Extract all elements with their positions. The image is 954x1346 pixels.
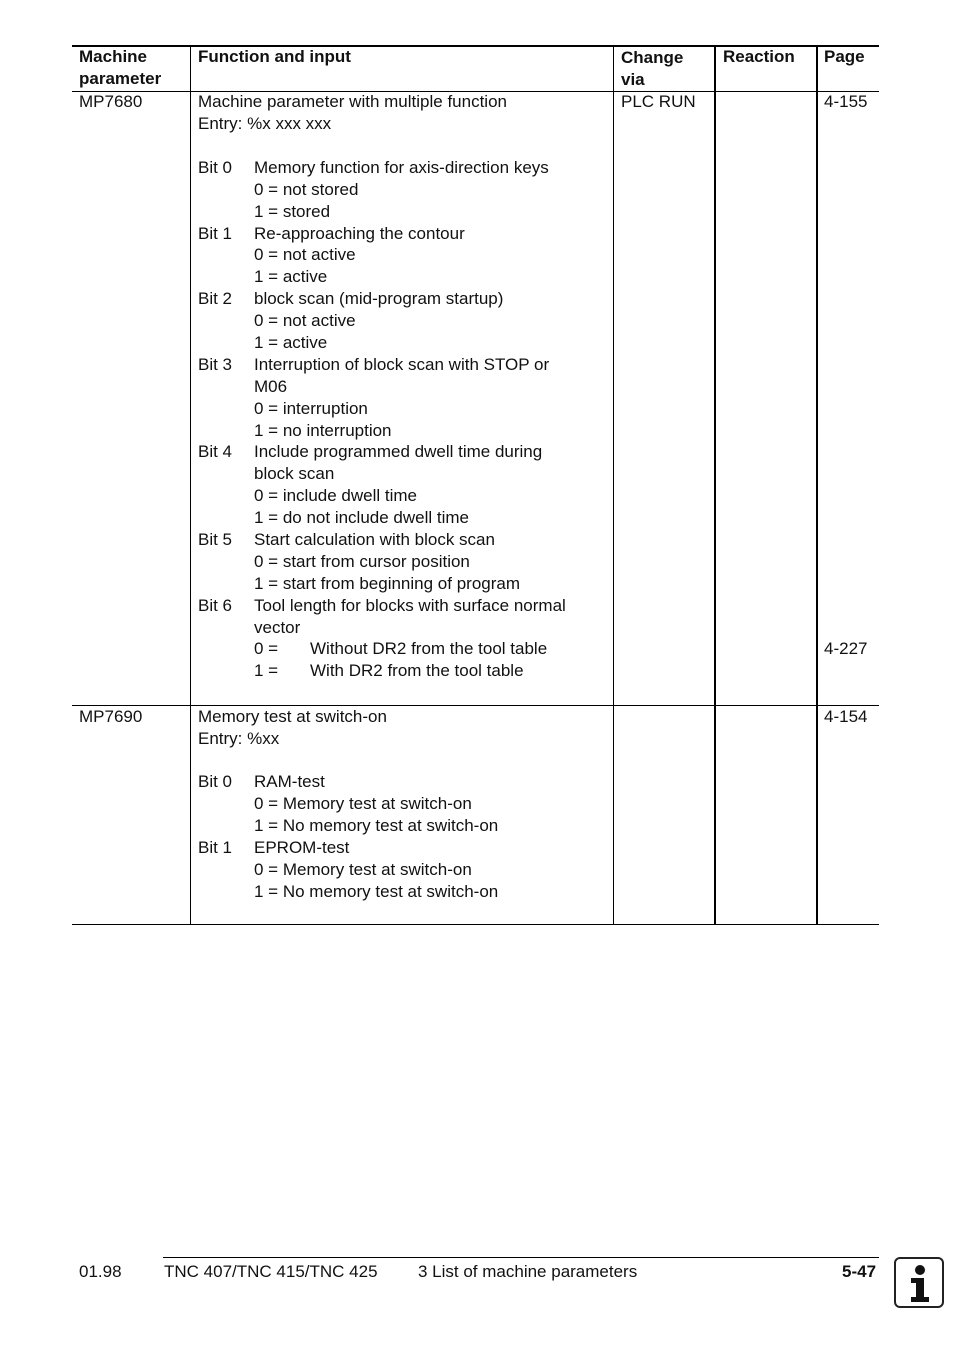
bit-option-key: 1 = (254, 661, 279, 680)
change-via-value: PLC RUN (621, 92, 696, 111)
page-ref: 4-155 (824, 92, 868, 111)
column-divider-1 (190, 45, 191, 925)
bit-description: Start calculation with block scan (254, 530, 495, 549)
param-title: Machine parameter with multiple function (198, 92, 507, 111)
bit-option: 0 = interruption (254, 399, 368, 418)
info-icon-glyph (896, 1259, 942, 1306)
table-row-rule (72, 705, 879, 706)
footer-product: TNC 407/TNC 415/TNC 425 (164, 1262, 378, 1281)
page-ref: 4-227 (824, 639, 868, 658)
footer-date: 01.98 (79, 1262, 122, 1281)
bit-option: 1 = No memory test at switch-on (254, 816, 499, 835)
column-divider-3 (714, 45, 716, 925)
bit-description: block scan (mid-program startup) (254, 289, 504, 308)
param-entry: Entry: %x xxx xxx (198, 114, 332, 133)
bit-option: 1 = no interruption (254, 421, 392, 440)
bit-label: Bit 0 (198, 772, 233, 791)
header-reaction: Reaction (723, 47, 795, 66)
column-divider-4 (816, 45, 818, 925)
bit-option: 1 = do not include dwell time (254, 508, 469, 527)
bit-option: 1 = active (254, 333, 328, 352)
header-text: Change (621, 48, 684, 67)
column-divider-2 (613, 45, 614, 925)
param-id: MP7690 (79, 707, 143, 726)
bit-label: Bit 6 (198, 596, 233, 615)
param-entry: Entry: %xx (198, 729, 280, 748)
footer-rule (163, 1257, 879, 1258)
bit-description: Memory function for axis-direction keys (254, 158, 549, 177)
bit-label: Bit 5 (198, 530, 233, 549)
header-text: Machine (79, 47, 148, 66)
bit-label: Bit 2 (198, 289, 233, 308)
bit-option: 0 = Memory test at switch-on (254, 794, 472, 813)
bit-description: RAM-test (254, 772, 325, 791)
bit-option: 1 = stored (254, 202, 331, 221)
bit-option: 0 = not stored (254, 180, 359, 199)
header-text: parameter (79, 69, 162, 88)
bit-option: 1 = No memory test at switch-on (254, 882, 499, 901)
bit-description: Tool length for blocks with surface normal (254, 596, 566, 615)
bit-option: 0 = not active (254, 311, 356, 330)
header-text: via (621, 70, 645, 89)
bit-option-key: 0 = (254, 639, 279, 658)
header-page: Page (824, 47, 865, 66)
header-function: Function and input (198, 47, 351, 66)
bit-option: 1 = start from beginning of program (254, 574, 520, 593)
bit-description: Include programmed dwell time during (254, 442, 543, 461)
bit-option: 0 = include dwell time (254, 486, 418, 505)
table-bottom-rule (72, 924, 879, 925)
bit-description: EPROM-test (254, 838, 350, 857)
header-change-via (621, 47, 683, 91)
footer-page-number: 5-47 (842, 1262, 877, 1281)
bit-description: Interruption of block scan with STOP or (254, 355, 550, 374)
bit-option: 0 = Memory test at switch-on (254, 860, 472, 879)
bit-description: vector (254, 618, 301, 637)
bit-option: 0 = not active (254, 245, 356, 264)
bit-option: 0 = start from cursor position (254, 552, 470, 571)
bit-description: M06 (254, 377, 288, 396)
bit-description: block scan (254, 464, 335, 483)
bit-label: Bit 1 (198, 838, 233, 857)
bit-label: Bit 3 (198, 355, 233, 374)
bit-option-text: Without DR2 from the tool table (310, 639, 548, 658)
bit-option-text: With DR2 from the tool table (310, 661, 524, 680)
param-id: MP7680 (79, 92, 143, 111)
bit-label: Bit 0 (198, 158, 233, 177)
footer-chapter: 3 List of machine parameters (418, 1262, 638, 1281)
bit-description: Re-approaching the contour (254, 224, 465, 243)
page-ref: 4-154 (824, 707, 868, 726)
info-icon (894, 1257, 944, 1308)
bit-label: Bit 4 (198, 442, 233, 461)
bit-label: Bit 1 (198, 224, 233, 243)
header-machine-parameter (79, 46, 161, 90)
param-title: Memory test at switch-on (198, 707, 387, 726)
bit-option: 1 = active (254, 267, 328, 286)
